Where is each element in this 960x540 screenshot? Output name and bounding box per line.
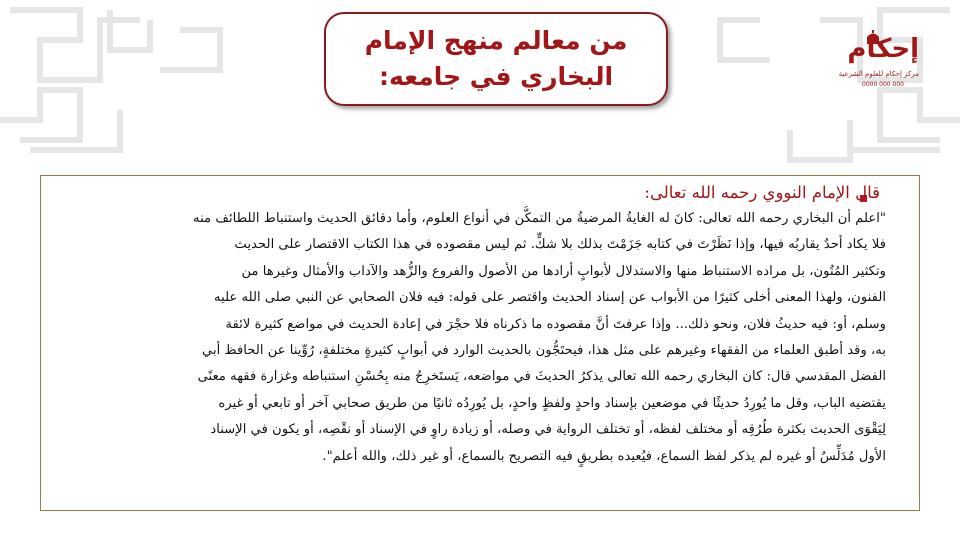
quote-line: فلا يكاد أحدٌ يقاربُه فيها، وإذا نَظَرْتَ في كتابه جَزَمْتَ بذلك بلا شكٍّ. ثم ليس مقصوده في هذا الكتاب الاقتصار على الحديث: [234, 237, 886, 253]
logo-phone: 0000 000 000: [862, 81, 904, 88]
quote-line: به، وقد أطبق العلماء من الفقهاء وغيرهم على مثل هذا، فيحتَجُّون بالحديث الوارد في أبوابٍ كثيرةٍ مختلفةٍ، رُوِّينا عن الحافظ أبي: [201, 343, 886, 359]
title-box: [324, 12, 668, 106]
quote-line: الفنون، ولهذا المعنى أخلى كثيرًا من الأبواب عن إسناد الحديث واقتصر على قوله: فيه فلان الصحابي عن النبي صلى الله عليه: [214, 290, 886, 306]
quote-line: وسلم، أو: فيه حديثُ فلان، ونحو ذلك... وإذا عرفتَ أنَّ مقصوده ما ذكرناه فلا حجْرَ في إعادة الحديث في مواضع كثيرة لائقة: [225, 316, 886, 332]
quote-line: يقتضيه الباب، وقل ما يُورِدُ حديثًا في موضعين بإسناد واحدٍ ولفظٍ واحدٍ، بل يُورِدُه ثانيًا من طريق صحابي آخر أو تابعي أو غيره: [218, 395, 886, 411]
quote-line: لِيَقْوَى الحديث بكثرة طُرُقِه أو مختلف لفظه، أو تختلف الرواية في وصله، أو زيادة راوٍ في الإسناد أو نقْصِه، أو يكون في الإسناد: [210, 422, 886, 438]
quote-line: الفضل المقدسي قال: كان البخاري رحمه الله تعالى يذكرُ الحديثَ في مواضعه، يَستَخرِجُ منه بِحُسْنِ استنباطه وغزارة فقهه معنًى: [197, 369, 886, 385]
quote-heading: قال الإمام النووي رحمه الله تعالى:: [644, 183, 880, 202]
quote-line: "اعلم أن البخاري رحمه الله تعالى: كانَ له الغايةُ المرضيةُ من التمكُّن في أنواع العلوم، وأما دقائق الحديث واستنباط اللطائف منه: [193, 211, 886, 226]
page-title-line-1: من معالم منهج الإمام: [364, 26, 628, 55]
quote-text-block: [52, 180, 886, 470]
logo-subtitle: مركز إحكام للعلوم الشرعية: [838, 70, 919, 78]
quote-line: وتكثير المُتُون، بل مراده الاستنباط منها والاستدلال لأبوابٍ أرادها من الأصول والفروع والزُّهد والآداب والأمثال وغيرها من: [241, 263, 886, 279]
quote-line: الأول مُدَلِّسٌ أو غيره لم يذكر لفظ السماع، فيُعيده بطريقٍ فيه التصريح بالسماع، أو غير ذلك، والله أعلم".: [322, 448, 886, 464]
logo-wordmark: إحكام: [847, 34, 919, 64]
page-title-line-2: البخاري في جامعه:: [378, 62, 614, 91]
brand-logo: [838, 26, 923, 96]
